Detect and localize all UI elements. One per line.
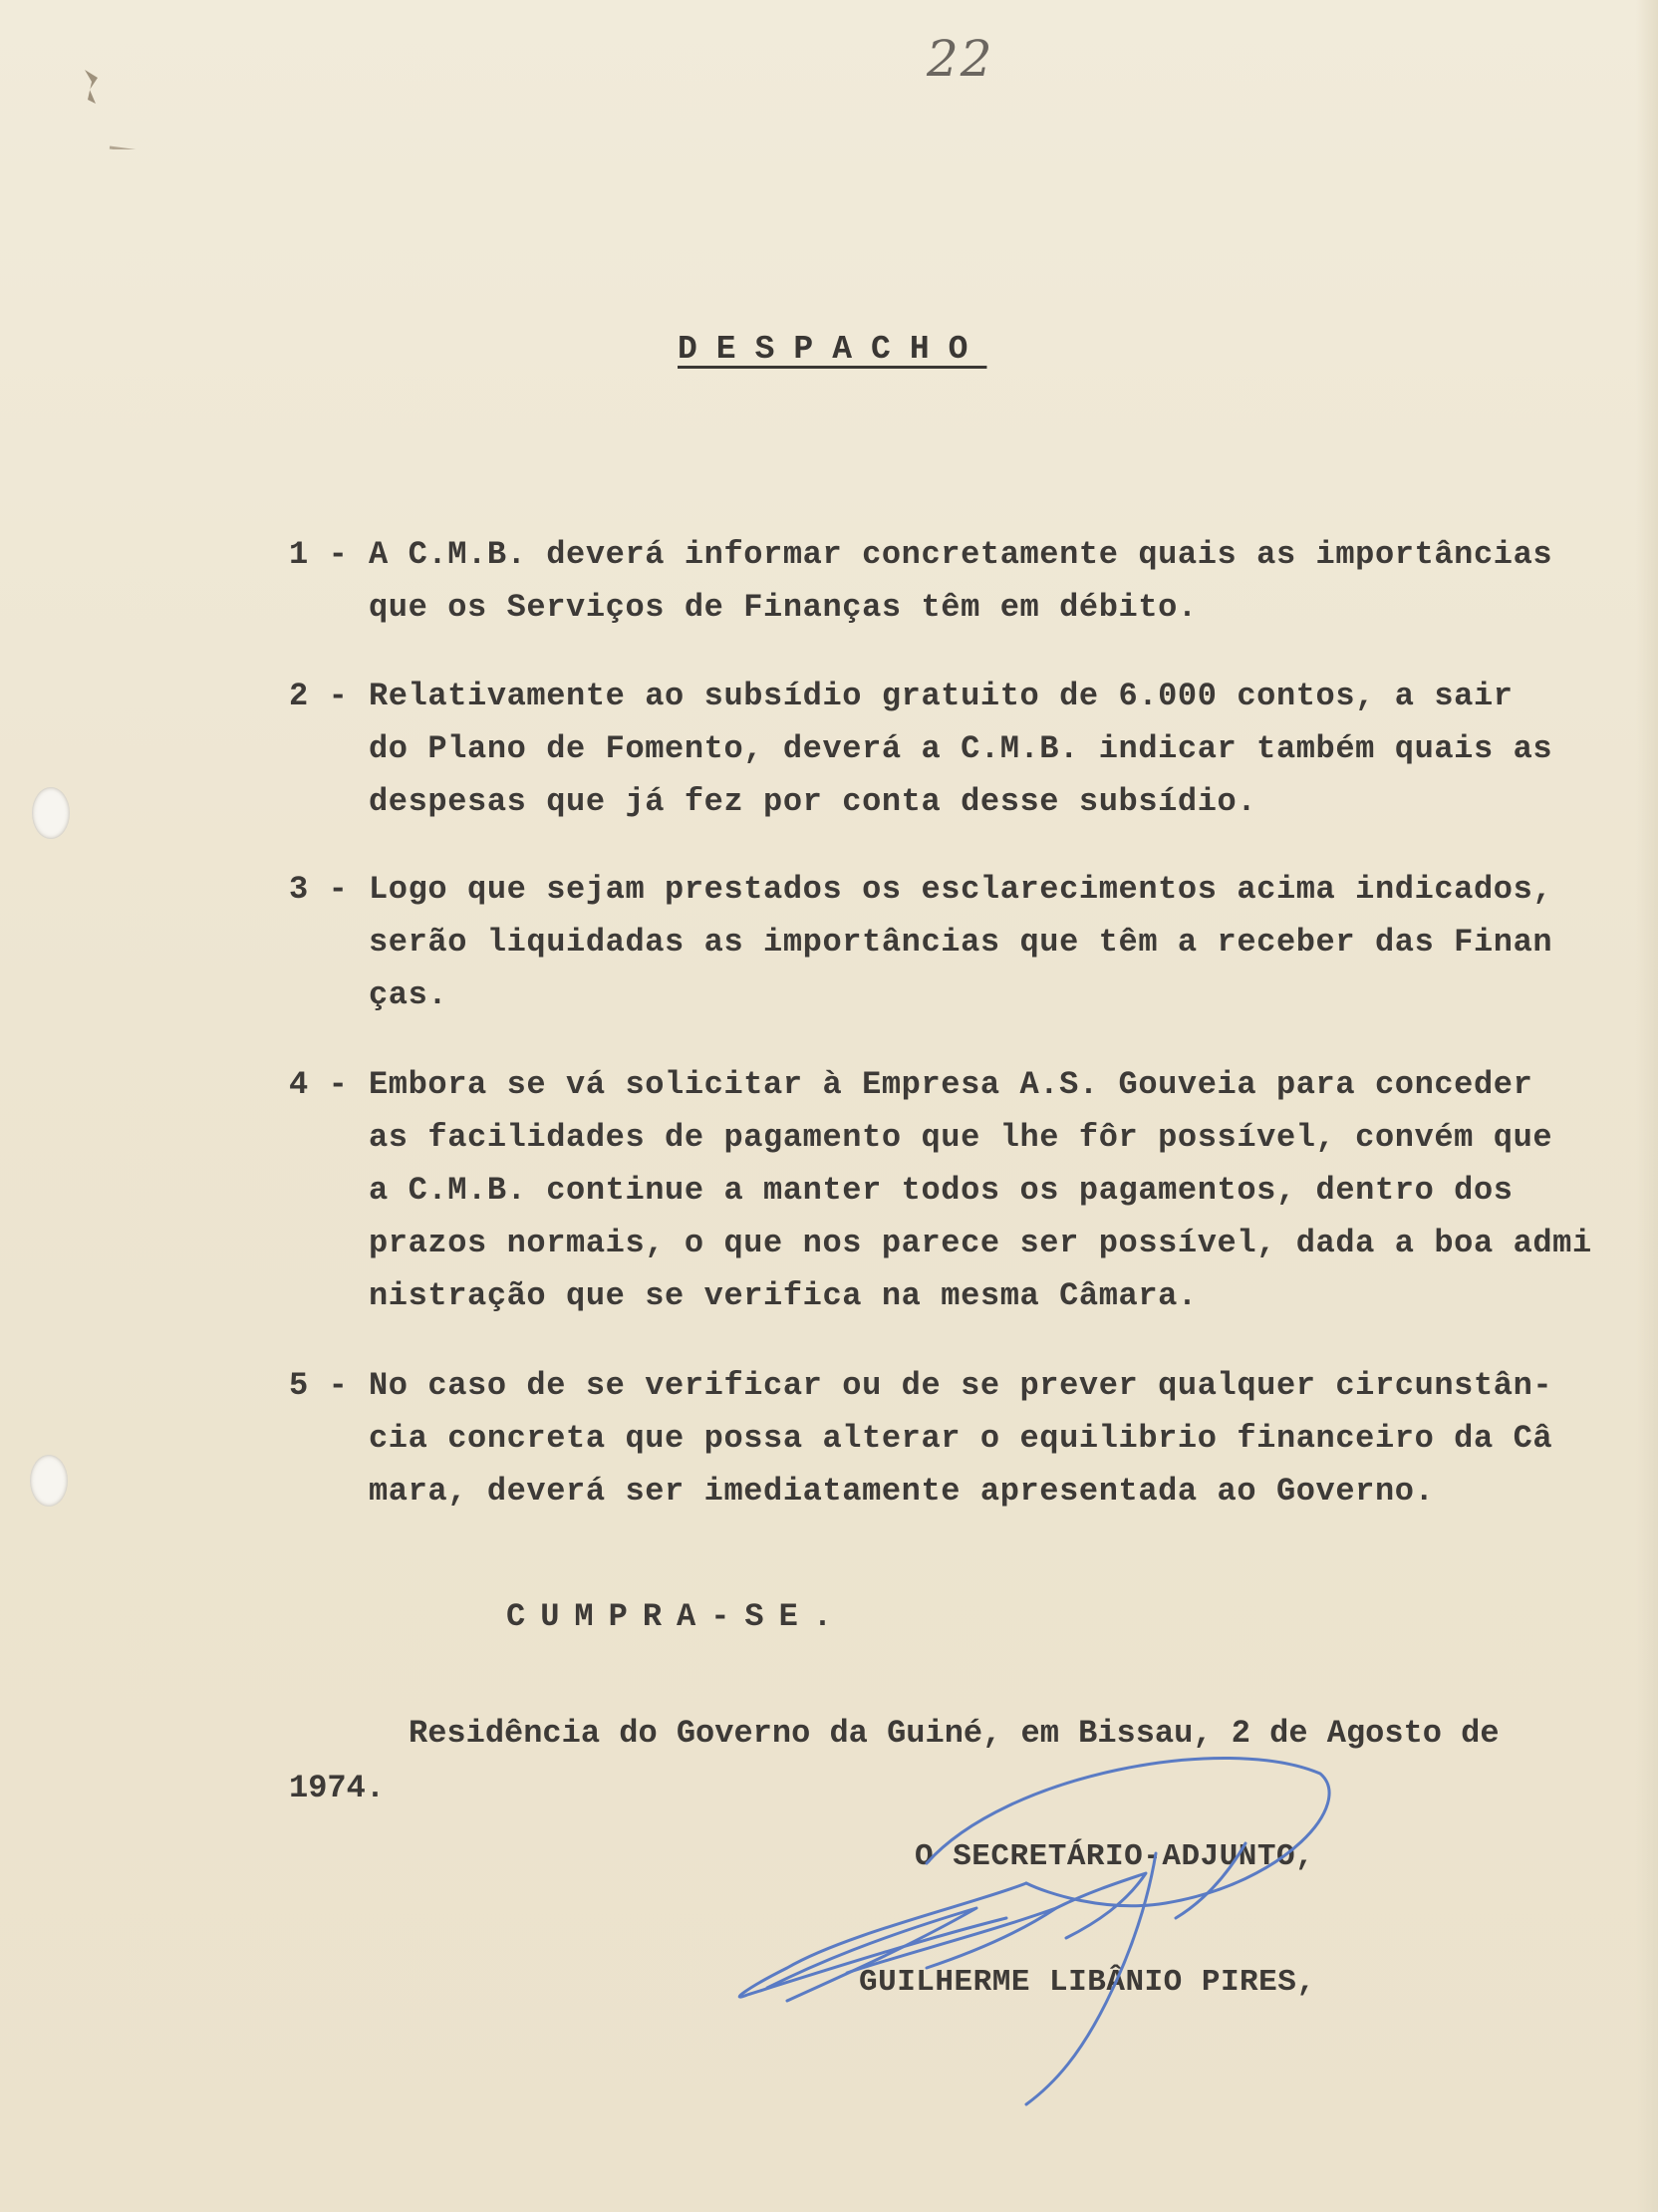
item-number: 5 - (289, 1367, 349, 1404)
page-number: 22 (927, 30, 994, 88)
item-line: despesas que já fez por conta desse subsídio. (369, 783, 1257, 820)
item-line: Embora se vá solicitar à Empresa A.S. Gouveia para conceder (369, 1066, 1533, 1103)
item-line: serão liquidadas as importâncias que têm a receber das Finan (369, 924, 1553, 961)
item-line: nistração que se verifica na mesma Câmara. (369, 1277, 1198, 1314)
item-number: 2 - (289, 678, 349, 714)
signatory-name: GUILHERME LIBÂNIO PIRES, (859, 1965, 1316, 2000)
punch-hole-bottom (30, 1455, 68, 1507)
item-line: cia concreta que possa alterar o equilibrio financeiro da Câ (369, 1420, 1553, 1457)
handwritten-signature (727, 1734, 1345, 2112)
list-item-4 (289, 1058, 1592, 1322)
list-item-5 (289, 1359, 1584, 1518)
item-line: do Plano de Fomento, deverá a C.M.B. indicar também quais as (369, 730, 1553, 767)
item-line: Relativamente ao subsídio gratuito de 6.000 contos, a sair (369, 678, 1514, 714)
document-title: DESPACHO (678, 331, 987, 368)
item-line: Logo que sejam prestados os esclarecimentos acima indicados, (369, 871, 1553, 908)
list-item-2 (289, 670, 1584, 828)
item-line: No caso de se verificar ou de se prever qualquer circunstân- (369, 1367, 1553, 1404)
item-number: 4 - (289, 1066, 349, 1103)
item-line: as facilidades de pagamento que lhe fôr possível, convém que (369, 1119, 1553, 1156)
paper-tear-mark (40, 30, 179, 149)
list-item-1 (289, 528, 1584, 634)
item-line: A C.M.B. deverá informar concretamente quais as importâncias (369, 536, 1553, 573)
list-item-3 (289, 863, 1584, 1021)
location-line: Residência do Governo da Guiné, em Bissau, 2 de Agosto de (409, 1715, 1500, 1752)
item-line: que os Serviços de Finanças têm em débito. (369, 589, 1198, 626)
signatory-title: O SECRETÁRIO-ADJUNTO, (915, 1839, 1315, 1874)
item-number: 3 - (289, 871, 349, 908)
item-line: a C.M.B. continue a manter todos os pagamentos, dentro dos (369, 1172, 1514, 1209)
item-line: prazos normais, o que nos parece ser possível, dada a boa admi (369, 1225, 1592, 1261)
punch-hole-top (32, 787, 70, 839)
item-line: ças. (369, 976, 448, 1013)
item-number: 1 - (289, 536, 349, 573)
item-line: mara, deverá ser imediatamente apresentada ao Governo. (369, 1473, 1435, 1510)
date-year: 1974. (289, 1770, 386, 1806)
closing-statement: CUMPRA-SE. (506, 1598, 848, 1635)
